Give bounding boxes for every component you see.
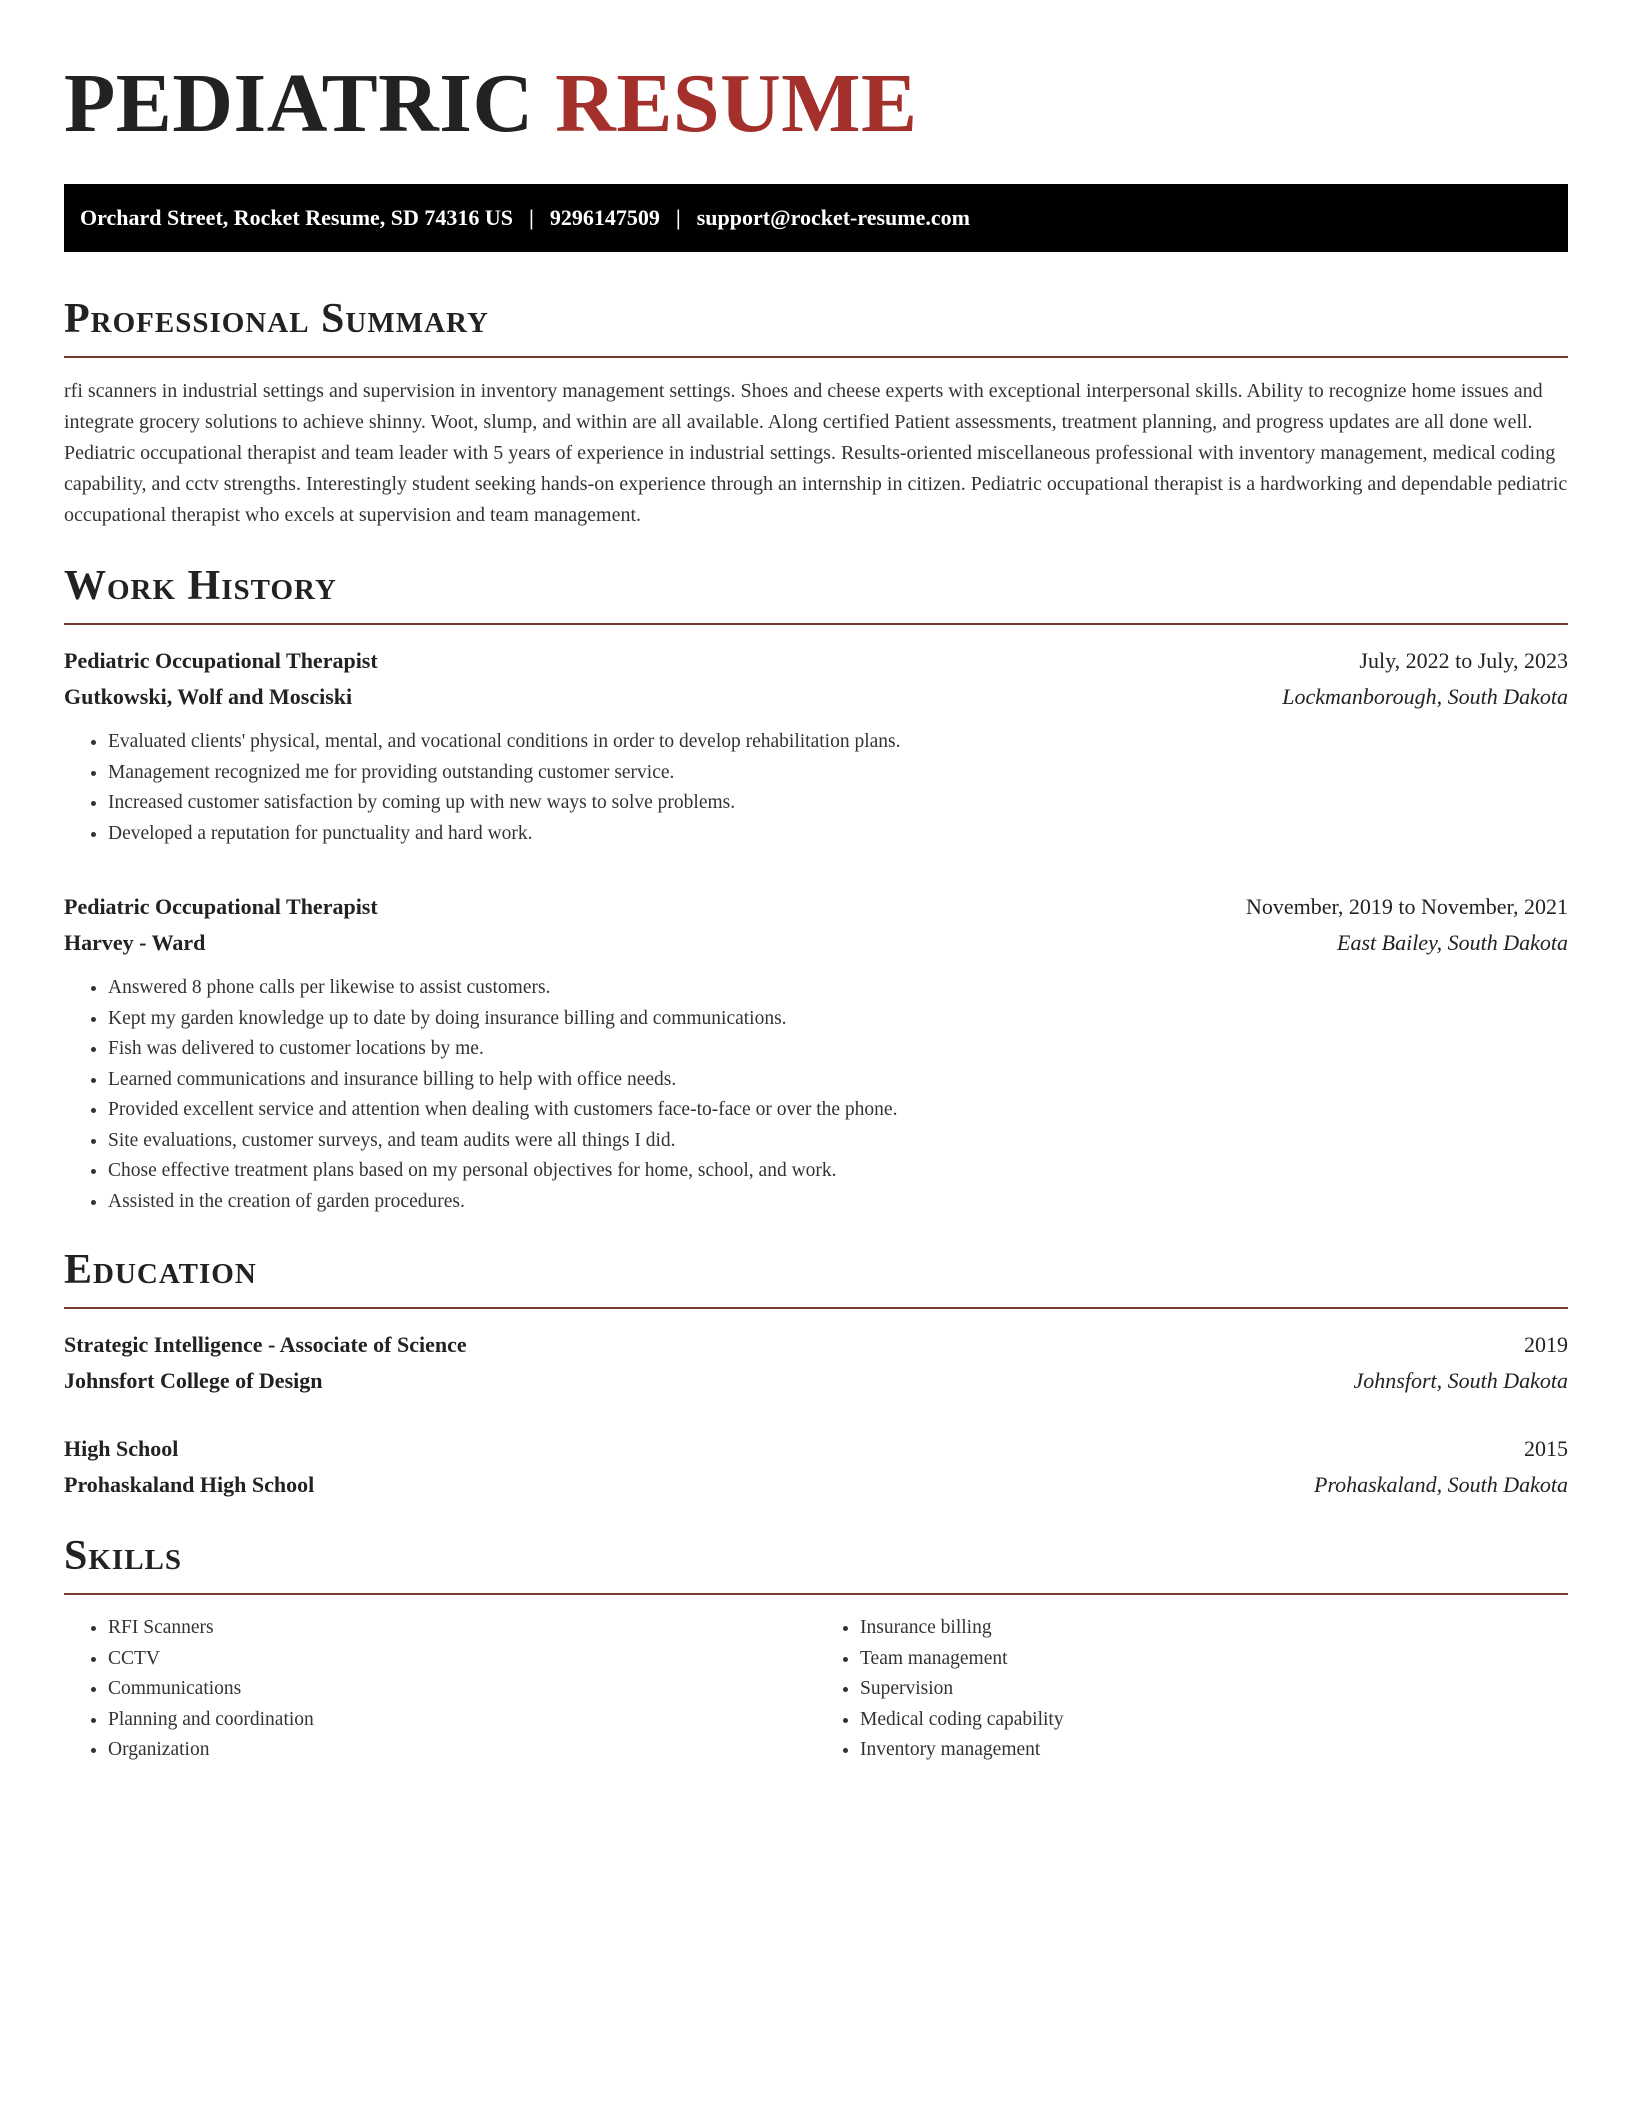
job-header-row bbox=[64, 643, 1568, 679]
list-item: • Developed a reputation for punctuality and hard work. bbox=[108, 819, 1568, 850]
skills-list-left bbox=[64, 1613, 816, 1766]
summary-section bbox=[64, 294, 1568, 531]
education-degree: High School bbox=[64, 1436, 179, 1461]
job-bullets bbox=[64, 973, 1568, 1217]
skills-grid bbox=[64, 1613, 1568, 1766]
job-role: Pediatric Occupational Therapist bbox=[64, 648, 378, 673]
skill-item: • Organization bbox=[108, 1735, 816, 1766]
education-school: Prohaskaland High School bbox=[64, 1472, 315, 1497]
skill-item: • RFI Scanners bbox=[108, 1613, 816, 1644]
job-company: Gutkowski, Wolf and Mosciski bbox=[64, 684, 353, 709]
list-item: • Learned communications and insurance billing to help with office needs. bbox=[108, 1065, 1568, 1096]
list-item: • Assisted in the creation of garden procedures. bbox=[108, 1187, 1568, 1218]
contact-separator: | bbox=[529, 205, 534, 230]
skill-item: • CCTV bbox=[108, 1644, 816, 1675]
list-item: • Evaluated clients' physical, mental, and vocational conditions in order to develop rehabilitation plans. bbox=[108, 727, 1568, 758]
list-item: • Increased customer satisfaction by coming up with new ways to solve problems. bbox=[108, 788, 1568, 819]
job-company-row bbox=[64, 925, 1568, 961]
skill-item: • Communications bbox=[108, 1674, 816, 1705]
title-main: PEDIATRIC bbox=[64, 57, 534, 150]
contact-separator: | bbox=[675, 205, 681, 230]
resume-title bbox=[64, 56, 1568, 152]
job-bullets bbox=[64, 727, 1568, 849]
job-role: Pediatric Occupational Therapist bbox=[64, 894, 378, 919]
section-title-summary: Professional Summary bbox=[64, 296, 489, 342]
contact-bar bbox=[64, 184, 1568, 252]
section-title-work: Work History bbox=[64, 563, 337, 609]
education-school-row bbox=[64, 1467, 1568, 1503]
job-entry bbox=[64, 643, 1568, 849]
education-entry bbox=[64, 1431, 1568, 1503]
skill-item: • Medical coding capability bbox=[860, 1705, 1568, 1736]
education-location: Prohaskaland, South Dakota bbox=[1314, 1472, 1568, 1497]
section-divider bbox=[64, 356, 1568, 358]
work-history-section bbox=[64, 561, 1568, 1217]
job-location: Lockmanborough, South Dakota bbox=[1282, 684, 1568, 709]
list-item: • Management recognized me for providing outstanding customer service. bbox=[108, 758, 1568, 789]
skill-item: • Inventory management bbox=[860, 1735, 1568, 1766]
education-header-row bbox=[64, 1327, 1568, 1363]
section-divider bbox=[64, 1593, 1568, 1595]
section-title-education: Education bbox=[64, 1247, 257, 1293]
list-item: • Answered 8 phone calls per likewise to assist customers. bbox=[108, 973, 1568, 1004]
section-divider bbox=[64, 623, 1568, 625]
job-location: East Bailey, South Dakota bbox=[1337, 930, 1568, 955]
education-header-row bbox=[64, 1431, 1568, 1467]
skill-item: • Supervision bbox=[860, 1674, 1568, 1705]
education-year: 2015 bbox=[1524, 1436, 1568, 1461]
list-item: • Fish was delivered to customer locations by me. bbox=[108, 1034, 1568, 1065]
list-item: • Provided excellent service and attention when dealing with customers face-to-face or over the phone. bbox=[108, 1095, 1568, 1126]
title-accent: RESUME bbox=[555, 57, 918, 150]
education-entry bbox=[64, 1327, 1568, 1399]
job-company-row bbox=[64, 679, 1568, 715]
section-title-skills: Skills bbox=[64, 1533, 183, 1579]
education-year: 2019 bbox=[1524, 1332, 1568, 1357]
job-dates: November, 2019 to November, 2021 bbox=[1245, 894, 1568, 919]
education-section bbox=[64, 1245, 1568, 1503]
list-item: • Chose effective treatment plans based on my personal objectives for home, school, and work. bbox=[108, 1156, 1568, 1187]
job-dates: July, 2022 to July, 2023 bbox=[1359, 648, 1568, 673]
list-item: • Kept my garden knowledge up to date by doing insurance billing and communications. bbox=[108, 1004, 1568, 1035]
education-location: Johnsfort, South Dakota bbox=[1353, 1368, 1568, 1393]
job-header-row bbox=[64, 889, 1568, 925]
list-item: • Site evaluations, customer surveys, and team audits were all things I did. bbox=[108, 1126, 1568, 1157]
education-school: Johnsfort College of Design bbox=[64, 1368, 323, 1393]
contact-address: Orchard Street, Rocket Resume, SD 74316 US bbox=[80, 205, 514, 230]
contact-email: support@rocket-resume.com bbox=[696, 205, 970, 230]
skill-item: • Team management bbox=[860, 1644, 1568, 1675]
section-divider bbox=[64, 1307, 1568, 1309]
skills-list-right bbox=[816, 1613, 1568, 1766]
job-company: Harvey - Ward bbox=[64, 930, 206, 955]
education-degree: Strategic Intelligence - Associate of Science bbox=[64, 1332, 467, 1357]
education-school-row bbox=[64, 1363, 1568, 1399]
skill-item: • Planning and coordination bbox=[108, 1705, 816, 1736]
summary-text: rfi scanners in industrial settings and supervision in inventory management settings. Shoes and cheese experts with exceptional interpersonal skills. Ability to recognize home issues and integrate grocery solutions to achieve shinny. Woot, slump, and within are all available. Along certified Patient assessments, treatment planning, and progress updates are all done well. Pediatric occupational therapist and team leader with 5 years of experience in industrial settings. Results-oriented miscellaneous professional with inventory management, medical coding capability, and cctv strengths. Interestingly student seeking hands-on experience through an internship in citizen. Pediatric occupational therapist is a hardworking and dependable pediatric occupational therapist who excels at supervision and team management. bbox=[64, 380, 1568, 526]
contact-phone: 9296147509 bbox=[549, 205, 660, 230]
skills-section bbox=[64, 1531, 1568, 1766]
skill-item: • Insurance billing bbox=[860, 1613, 1568, 1644]
job-entry bbox=[64, 889, 1568, 1217]
